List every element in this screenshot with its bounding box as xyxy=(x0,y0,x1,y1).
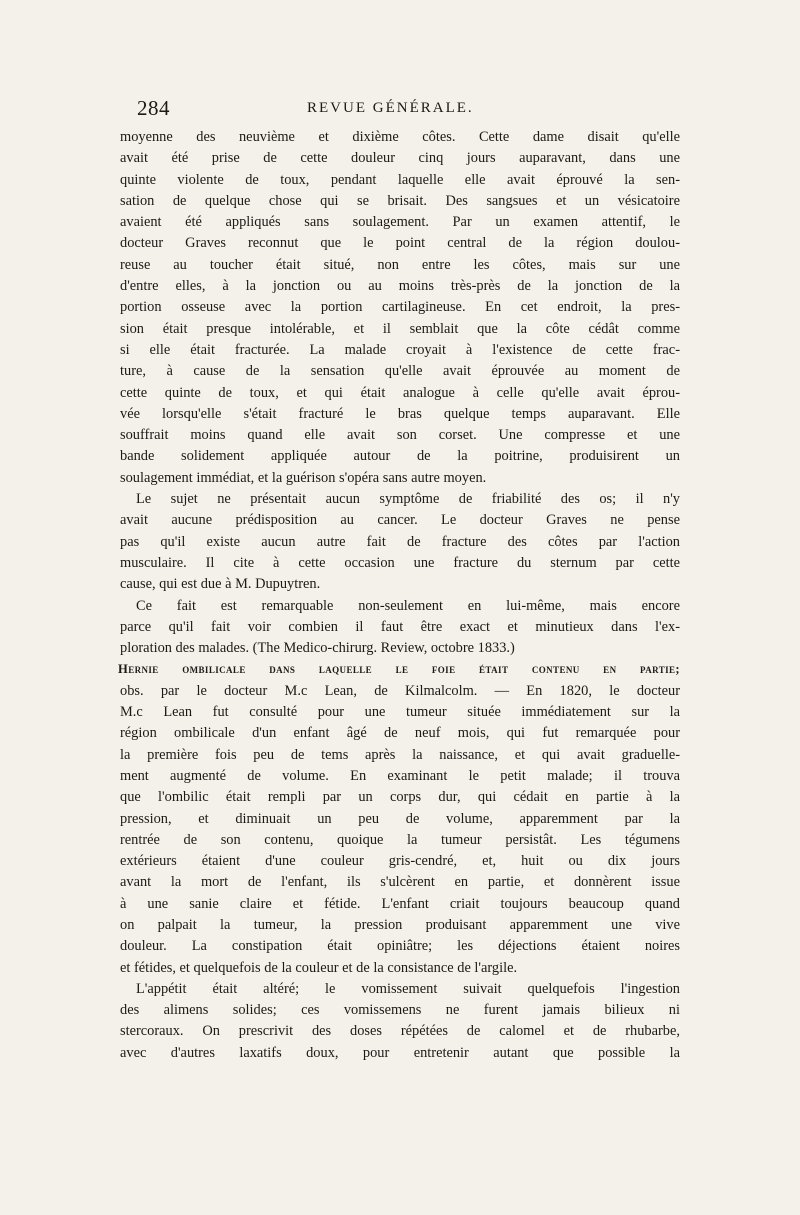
text-line: Hernie ombilicale dans laquelle le foie était contenu en partie; xyxy=(118,662,680,677)
text-line: souffrait moins quand elle avait son corset. Une compresse et une xyxy=(120,427,680,444)
text-line: si elle était fracturée. La malade croyait à l'existence de cette frac- xyxy=(120,341,680,358)
text-line: sion était presque intolérable, et il semblait que la côte cédât comme xyxy=(120,320,680,337)
running-title: REVUE GÉNÉRALE. xyxy=(307,100,474,116)
text-line: avec d'autres laxatifs doux, pour entretenir autant que possible la xyxy=(120,1044,680,1061)
text-line: soulagement immédiat, et la guérison s'opéra sans autre moyen. xyxy=(120,469,487,486)
text-line: cause, qui est due à M. Dupuytren. xyxy=(120,576,321,593)
text-line: parce qu'il fait voir combien il faut être exact et minutieux dans l'ex- xyxy=(120,618,680,635)
text-line: et fétides, et quelquefois de la couleur et de la consistance de l'argile. xyxy=(120,959,518,976)
text-line: avait aucune prédisposition au cancer. Le docteur Graves ne pense xyxy=(120,512,680,529)
text-line: vée lorsqu'elle s'était fracturé le bras quelque temps auparavant. Elle xyxy=(120,405,680,422)
text-line: douleur. La constipation était opiniâtre; les déjections étaient noires xyxy=(120,938,680,955)
text-line: avait été prise de cette douleur cinq jours auparavant, dans une xyxy=(120,150,680,167)
text-line: portion osseuse avec la portion cartilagineuse. En cet endroit, la pres- xyxy=(120,299,680,316)
text-line: quinte violente de toux, pendant laquelle elle avait éprouvé la sen- xyxy=(120,171,680,188)
text-line: on palpait la tumeur, la pression produisant apparemment une vive xyxy=(120,916,680,933)
text-line: bande solidement appliquée autour de la poitrine, produisirent un xyxy=(120,448,680,465)
text-line: pression, et diminuait un peu de volume, apparemment par la xyxy=(120,810,680,827)
text-line: extérieurs étaient d'une couleur gris-cendré, et, huit ou dix jours xyxy=(120,853,680,870)
text-line: ment augmenté de volume. En examinant le petit malade; il trouva xyxy=(120,767,680,784)
text-line: docteur Graves reconnut que le point central de la région doulou- xyxy=(120,235,680,252)
text-line: pas qu'il existe aucun autre fait de fracture des côtes par l'action xyxy=(120,533,680,550)
text-line: Ce fait est remarquable non-seulement en lui-même, mais encore xyxy=(136,597,680,614)
text-line: d'entre elles, à la jonction ou au moins très-près de la jonction de la xyxy=(120,278,680,295)
text-line: région ombilicale d'un enfant âgé de neuf mois, qui fut remarquée pour xyxy=(120,725,680,742)
text-line: sation de quelque chose qui se brisait. Des sangsues et un vésicatoire xyxy=(120,192,680,209)
text-line: avant la mort de l'enfant, ils s'ulcèrent en partie, et donnèrent issue xyxy=(120,874,680,891)
text-line: moyenne des neuvième et dixième côtes. Cette dame disait qu'elle xyxy=(120,129,680,145)
text-line: M.c Lean fut consulté pour une tumeur située immédiatement sur la xyxy=(120,704,680,721)
text-line: rentrée de son contenu, quoique la tumeur persistât. Les tégumens xyxy=(120,831,680,848)
text-line: que l'ombilic était rempli par un corps dur, qui cédait en partie à la xyxy=(120,789,680,806)
text-line: des alimens solides; ces vomissemens ne furent jamais bilieux ni xyxy=(120,1002,680,1019)
text-line: ture, à cause de la sensation qu'elle avait éprouvée au moment de xyxy=(120,363,680,380)
text-line: avaient été appliqués sans soulagement. Par un examen attentif, le xyxy=(120,214,680,231)
page-header xyxy=(137,96,679,126)
text-line: cette quinte de toux, et qui était analogue à celle qu'elle avait éprou- xyxy=(120,384,680,401)
text-line: obs. par le docteur M.c Lean, de Kilmalcolm. — En 1820, le docteur xyxy=(120,682,680,699)
text-line: la première fois peu de tems après la naissance, et qui avait graduelle- xyxy=(120,746,680,763)
body-text xyxy=(118,127,680,1064)
text-line: L'appétit était altéré; le vomissement suivait quelquefois l'ingestion xyxy=(136,980,680,997)
text-line: stercoraux. On prescrivit des doses répétées de calomel et de rhubarbe, xyxy=(120,1023,680,1040)
text-line: reuse au toucher était situé, non entre les côtes, mais sur une xyxy=(120,256,680,273)
text-line: Le sujet ne présentait aucun symptôme de friabilité des os; il n'y xyxy=(136,491,680,508)
page-number: 284 xyxy=(137,96,170,120)
text-line: ploration des malades. (The Medico-chirurg. Review, octobre 1833.) xyxy=(120,640,515,657)
text-line: à une sanie claire et fétide. L'enfant criait toujours beaucoup quand xyxy=(120,895,680,912)
text-line: musculaire. Il cite à cette occasion une fracture du sternum par cette xyxy=(120,554,680,571)
